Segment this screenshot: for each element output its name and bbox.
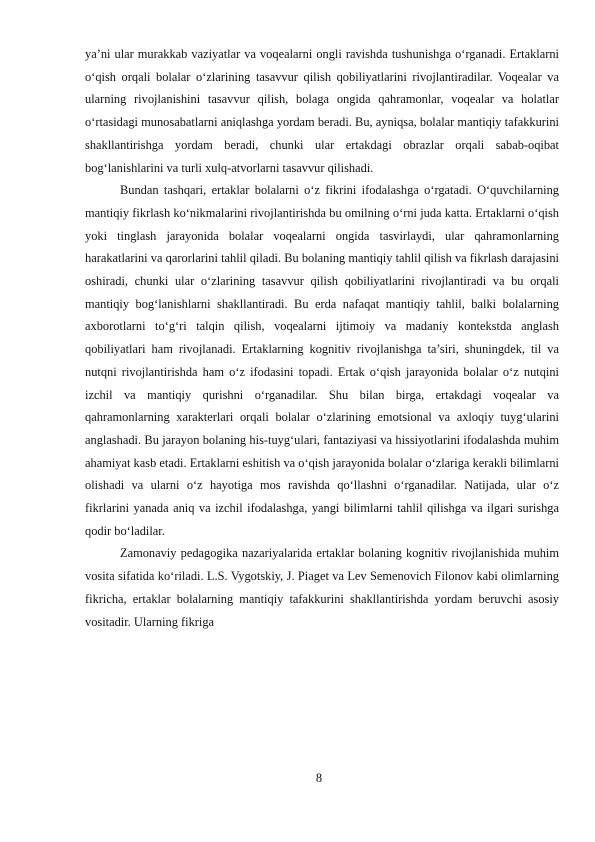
paragraph-ertaklar-fikr: Bundan tashqari, ertaklar bolalarni o‘z fikrini ifodalashga o‘rgatadi. O‘quvchilarning mantiqiy fikrlash ko‘nikmalarini rivojlantirishda bu omilning o‘rni juda katta. Ertaklarni o‘qish yoki tinglash jarayonida bolalar voqealarni ongida tasvirlaydi, ular qahramonlarning harakatlarini va qarorlarini tahlil qiladi. Bu bolaning mantiqiy tahlil qilish va fikrlash darajasini oshiradi, chunki ular o‘zlarining tasavvur qilish qobiliyatlarini rivojlantiradi va bu orqali mantiqiy bog‘lanishlarni shakllantiradi. Bu erda nafaqat mantiqiy tahlil, balki bolalarning axborotlarni to‘g‘ri talqin qilish, voqealarni ijtimoiy va madaniy kontekstda anglash qobiliyatlari ham rivojlanadi. Ertaklarning kognitiv rivojlanishga ta’siri, shuningdek, til va nutqni rivojlantirishda ham o‘z ifodasini topadi. Ertak o‘qish jarayonida bolalar o‘z nutqini izchil va mantiqiy qurishni o‘rganadilar. Shu bilan birga, ertakdagi voqealar va qahramonlarning xarakterlari orqali bolalar o‘zlarining emotsional va axloqiy tuyg‘ularini anglashadi. Bu jarayon bolaning his-tuyg‘ulari, fantaziyasi va hissiyotlarini ifodalashda muhim ahamiyat kasb etadi. Ertaklarni eshitish va o‘qish jarayonida bolalar o‘zlariga kerakli bilimlarni olishadi va ularni o‘z hayotiga mos ravishda qo‘llashni o‘rganadilar. Natijada, ular o‘z fikrlarini yanada aniq va izchil ifodalashga, yangi bilimlarni tahlil qilishga va ilgari surishga qodir bo‘ladilar.: [85, 183, 559, 538]
paragraph-zamonaviy-pedagogika: Zamonaviy pedagogika nazariyalarida ertaklar bolaning kognitiv rivojlanishida muhim vosita sifatida ko‘riladi. L.S. Vygotskiy, J. Piaget va Lev Semenovich Filonov kabi olimlarning fikricha, ertaklar bolalarning mantiqiy tafakkurini shakllantirishda yordam beruvchi asosiy vositadir. Ularning fikriga: [85, 546, 559, 629]
paragraph-continuation: ya’ni ular murakkab vaziyatlar va voqealarni ongli ravishda tushunishga o‘rganadi. Ertaklarni o‘qish orqali bolalar o‘zlarining tasavvur qilish qobiliyatlarini rivojlantiradilar. Voqealar va ularning rivojlanishini tasavvur qilish, bolaga ongida qahramonlar, voqealar va holatlar o‘rtasidagi munosabatlarni aniqlashga yordam beradi. Bu, ayniqsa, bolalar mantiqiy tafakkurini shakllantirishga yordam beradi, chunki ular ertakdagi obrazlar orqali sabab-oqibat bog‘lanishlarini va turli xulq-atvorlarni tasavvur qilishadi.: [85, 47, 559, 175]
body-text: [85, 43, 559, 633]
page-number: 8: [315, 771, 323, 785]
